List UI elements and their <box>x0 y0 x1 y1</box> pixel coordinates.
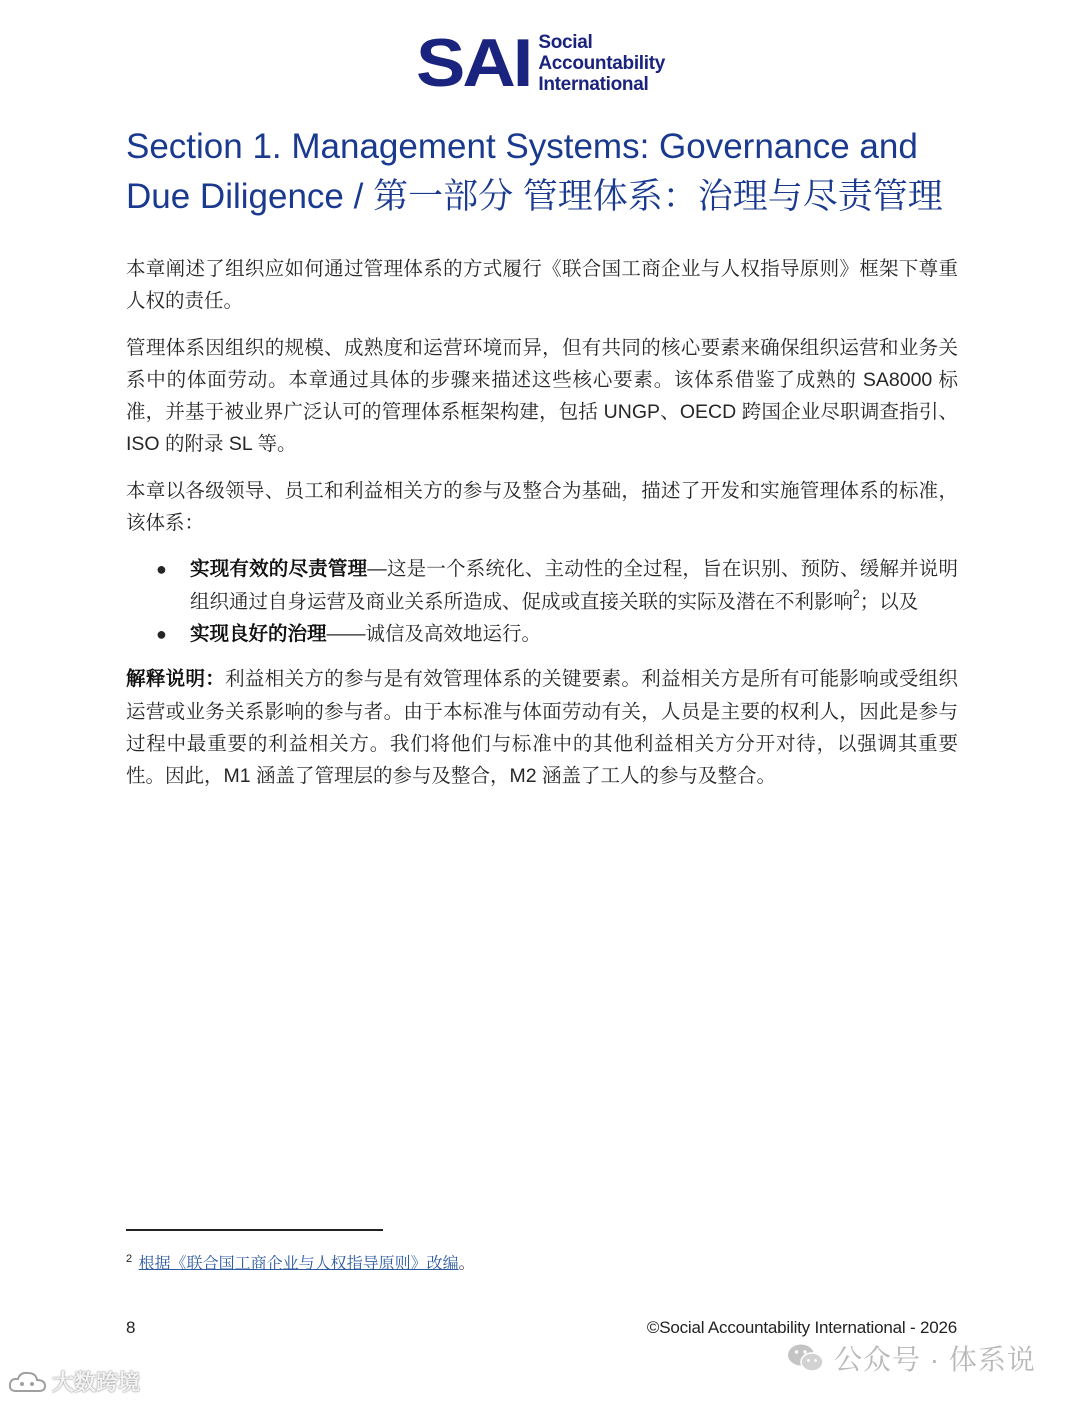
logo-line-accountability: Accountability <box>538 52 666 74</box>
logo-line-social: Social <box>538 31 593 53</box>
list-item-bold: 实现有效的尽责管理 <box>190 558 368 581</box>
wechat-watermark-text: 公众号 · 体系说 <box>834 1344 1036 1375</box>
list-item-tail: ；以及 <box>859 590 919 613</box>
logo-wordmark <box>538 32 665 95</box>
cloud-icon <box>8 1369 48 1395</box>
section-title <box>126 122 986 222</box>
wechat-watermark <box>786 1338 1036 1378</box>
list-item <box>126 618 958 650</box>
intro-paragraph: 本章阐述了组织应如何通过管理体系的方式履行《联合国工商企业与人权指导原则》框架下尊重人权的责任。 <box>126 258 958 313</box>
section-title-line2: Due Diligence / 第一部分 管理体系：治理与尽责管理 <box>126 177 943 216</box>
bullet-dot: ● <box>156 623 167 644</box>
explanatory-note <box>126 663 958 792</box>
footnote-divider <box>126 1229 383 1231</box>
list-item-bold: 实现良好的治理 <box>190 622 327 645</box>
objectives-list <box>126 553 958 650</box>
footnote-end: 。 <box>458 1255 475 1273</box>
platform-watermark-text: 大数跨境 <box>52 1370 141 1395</box>
note-text: 利益相关方的参与是有效管理体系的关键要素。利益相关方是所有可能影响或受组织运营或业务关系影响的参与者。由于本标准与体面劳动有关，人员是主要的权利人，因此是参与过程中最重要的利益相关方。我们将他们与标准中的其他利益相关方分开对待，以强调其重要性。因此，M1 涵盖了管理层的参与及整合，M2 涵盖了工人的参与及整合。 <box>126 668 958 788</box>
list-item-text: —这是一个系统化、主动性的全过程，旨在识别、预防、缓解并说明组织通过自身运营及商业关系所造成、促成或直接关联的实际及潜在不利影响 <box>190 558 958 613</box>
list-item-text: ——诚信及高效地运行。 <box>326 622 542 645</box>
footnote-link[interactable]: 根据《联合国工商企业与人权指导原则》改编 <box>138 1255 459 1273</box>
body-content <box>126 253 958 806</box>
logo-mark: SAI <box>416 24 531 101</box>
management-system-paragraph: 管理体系因组织的规模、成熟度和运营环境而异，但有共同的核心要素来确保组织运营和业务关系中的体面劳动。本章通过具体的步骤来描述这些核心要素。该体系借鉴了成熟的 SA8000 标准，并基于被业界广泛认可的管理体系框架构建，包括 UNGP、OECD 跨国企业尽职调查指引、ISO 的附录 SL 等。 <box>126 336 958 456</box>
bullet-dot: ● <box>156 559 167 580</box>
note-label: 解释说明： <box>126 668 226 691</box>
sai-logo <box>416 24 666 101</box>
logo-line-international: International <box>538 73 649 95</box>
platform-watermark <box>8 1366 140 1397</box>
footnote <box>126 1248 475 1275</box>
footnote-number: 2 <box>126 1253 133 1265</box>
copyright-notice: ©Social Accountability International - 2026 <box>646 1318 957 1337</box>
section-title-line1: Section 1. Management Systems: Governance and <box>126 127 918 166</box>
wechat-icon <box>786 1342 826 1374</box>
criteria-paragraph: 本章以各级领导、员工和利益相关方的参与及整合为基础，描述了开发和实施管理体系的标准，该体系： <box>126 479 958 535</box>
footnote-ref[interactable]: 2 <box>853 587 860 602</box>
page-number: 8 <box>126 1318 136 1337</box>
list-item <box>126 553 958 618</box>
